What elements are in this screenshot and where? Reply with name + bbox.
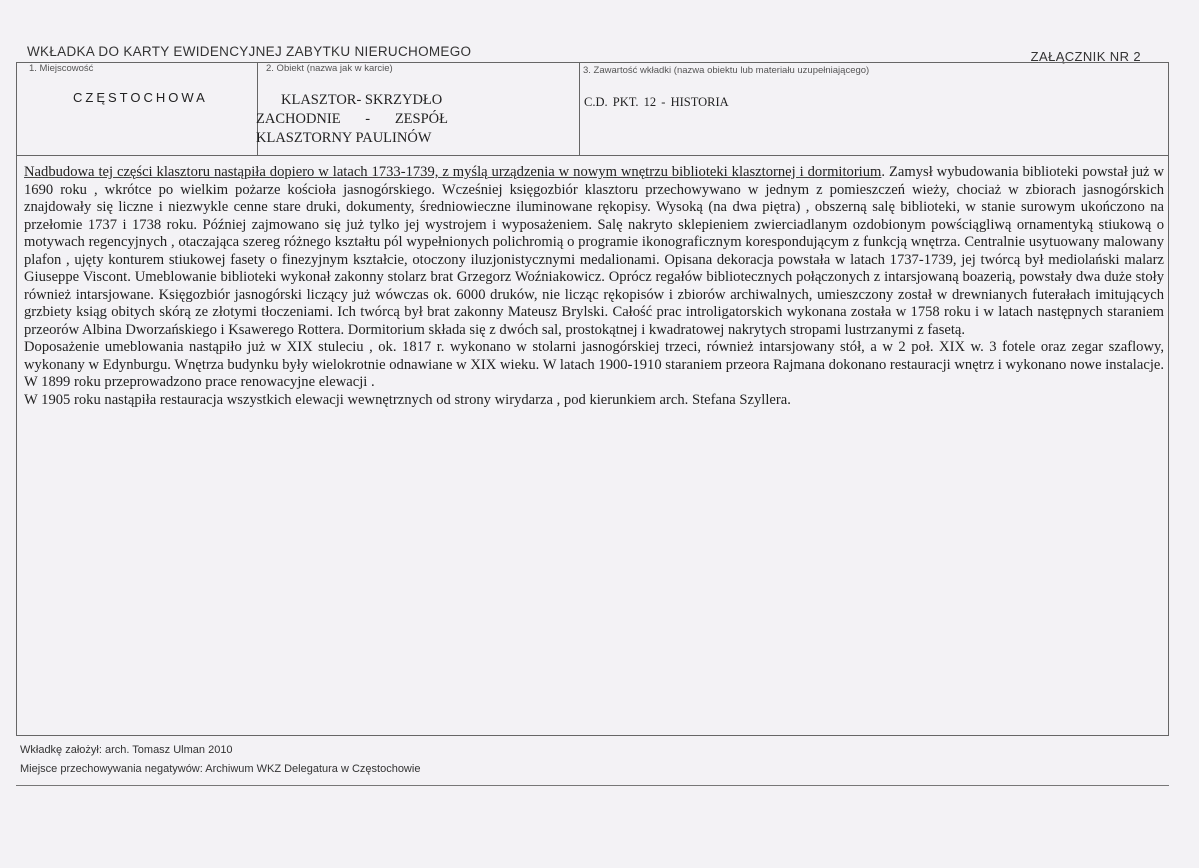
- prepared-by: Wkładkę założył: arch. Tomasz Ulman 2010: [20, 744, 233, 756]
- paragraph-1: [24, 164, 1164, 339]
- object-label: 2. Obiekt (nazwa jak w karcie): [266, 63, 393, 74]
- object-line-2-dash: -: [365, 111, 371, 127]
- object-line-1: KLASZTOR- SKRZYDŁO: [281, 92, 443, 108]
- object-line-2: [256, 110, 448, 129]
- content-cell: [580, 63, 1168, 155]
- header-fields-table: [16, 62, 1169, 156]
- history-text: [24, 164, 1164, 409]
- paragraph-2: Doposażenie umeblowania nastąpiło już w XIX stuleciu , ok. 1817 r. wykonano w stolarni jasnogórskiej trzeci, również intarsjowany stół, a w 2 poł. XIX w. 3 fotele oraz zegar szaflowy, wykonany w Edynburgu. Wnętrza budynku były wielokrotnie odnawiane w XIX wieku. W latach 1900-1910 staraniem przeora Rajmana dokonano restauracji wnętrz i wykonano nowe instalacje. W 1899 roku przeprowadzono prace renowacyjne elewacji .: [24, 339, 1164, 390]
- main-text-box: [16, 156, 1169, 736]
- document-title: WKŁADKA DO KARTY EWIDENCYJNEJ ZABYTKU NIERUCHOMEGO: [27, 44, 472, 59]
- locality-value: CZĘSTOCHOWA: [73, 90, 208, 105]
- content-value: C.D. PKT. 12 - HISTORIA: [584, 95, 729, 109]
- object-cell: [258, 63, 580, 155]
- bottom-divider: [16, 785, 1169, 786]
- locality-label: 1. Miejscowość: [29, 63, 94, 74]
- locality-cell: [17, 63, 258, 155]
- object-line-2-a: ZACHODNIE: [256, 111, 341, 127]
- object-value: [256, 91, 480, 148]
- object-line-3: KLASZTORNY PAULINÓW: [256, 130, 432, 146]
- object-line-2-b: ZESPÓŁ: [394, 111, 448, 127]
- paragraph-3: W 1905 roku nastąpiła restauracja wszystkich elewacji wewnętrznych od strony wirydarza , pod kierunkiem arch. Stefana Szyllera.: [24, 391, 791, 408]
- paragraph-1-rest: . Zamysł wybudowania biblioteki powstał już w 1690 roku , wkrótce po wielkim pożarze kościoła jasnogórskiego. Wcześniej księgozbiór klasztoru przechowywano w jednym z pomieszczeń wieży, chociaż w zbiorach jasnogórskich znajdowały się liczne i niezwykle cenne stare druki, dokumenty, średniowieczne iluminowane rękopisy. Wysoką (na dwa piętra) , obszerną salę biblioteki, w stanie surowym ukończono na przełomie 1737 i 1738 roku. Później zajmowano się już tylko jej wystrojem i wyposażeniem. Salę nakryto sklepieniem zwierciadlanym ozdobionym powściągliwą ornamentyką stiukową o motywach regencyjnych , otaczająca szereg różnego kształtu pól wypełnionych polichromią o programie ikonograficznym korespondującym z funkcją wnętrza. Centralnie usytuowany malowany plafon , ujęty konturem stiukowej fasety o finezyjnym kształcie, otoczony iluzjonistycznymi medalionami. Opisana dekoracja powstała w latach 1737-1739, jej twórcą był mediolański malarz Giuseppe Viscont. Umeblowanie biblioteki wykonał zakonny stolarz brat Grzegorz Woźniakowicz. Oprócz regałów bibliotecznych połączonych z intarsjowaną boazerią, powstały dwa duże stoły również intarsjowane. Księgozbiór jasnogórski liczący już wówczas ok. 6000 druków, nie licząc rękopisów i zbiorów archiwalnych, umieszczony został w drewnianych futerałach imitujących grzbiety ksiąg obitych skórą ze złotymi tłoczeniami. Ich twórcą był brat zakonny Mateusz Brylski. Całość prac introligatorskich wykonana została w 1758 roku i w latach następnych staraniem przeorów Albina Dworzańskiego i Ksawerego Rottera. Dormitorium składa się z dwóch sal, prostokątnej i kwadratowej nakrytych stropami lustrzanymi z fasetą.: [24, 164, 1164, 338]
- underlined-intro: Nadbudowa tej części klasztoru nastąpiła dopiero w latach 1733-1739, z myślą urządzenia w nowym wnętrzu biblioteki klasztornej i dormitorium: [24, 164, 882, 180]
- negatives-storage: Miejsce przechowywania negatywów: Archiwum WKZ Delegatura w Częstochowie: [20, 763, 421, 775]
- content-label: 3. Zawartość wkładki (nazwa obiektu lub materiału uzupełniającego): [583, 65, 870, 76]
- annex-number: ZAŁĄCZNIK NR 2: [1030, 49, 1141, 64]
